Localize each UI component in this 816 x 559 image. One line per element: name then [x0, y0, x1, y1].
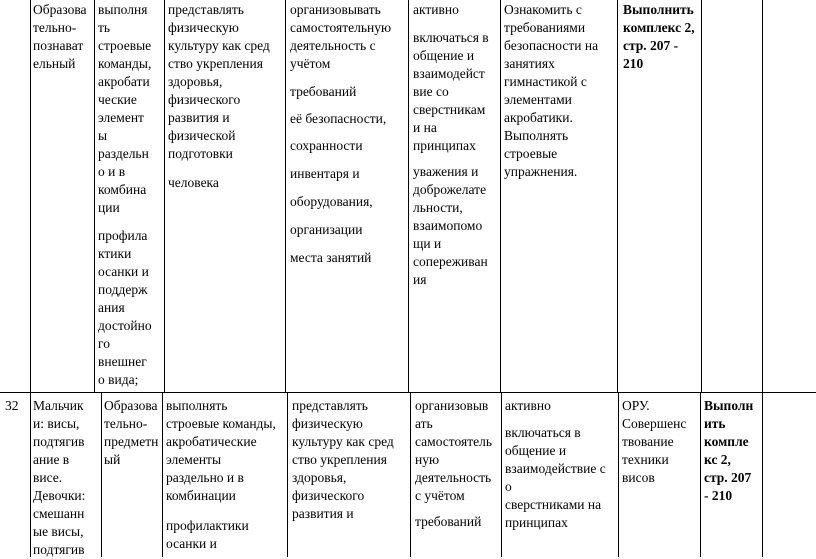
table-cell — [504, 1, 616, 181]
table-border — [0, 392, 816, 393]
table-border — [410, 392, 411, 557]
cell-text: включаться в общение и взаимодейст вие со сверстникам и на принципах — [413, 30, 489, 153]
table-border — [30, 392, 31, 557]
table-cell — [704, 397, 762, 505]
cell-text: активно — [413, 2, 459, 17]
cell-text: уважения и доброжелате льности, взаимопомо щи и сопереживан ия — [413, 164, 488, 287]
table-cell — [33, 1, 93, 73]
table-border — [501, 392, 502, 557]
table-border — [408, 0, 409, 392]
table-border — [287, 392, 288, 557]
cell-text: её безопасности, — [290, 111, 387, 126]
cell-text: человека — [168, 175, 219, 190]
cell-text: организации — [290, 222, 363, 237]
cell-text: Выполнить комплекс 2, — [623, 2, 695, 35]
cell-text: Образова тельно- предметн ый — [104, 398, 159, 467]
cell-text: оборудования, — [290, 194, 373, 209]
table-border — [94, 0, 95, 392]
cell-text: организовыв ать самостоятель ную деятельность с учётом — [415, 398, 492, 503]
table-border — [617, 0, 618, 392]
table-cell — [413, 1, 499, 289]
row-number: 32 — [5, 398, 19, 413]
table-cell — [292, 397, 408, 523]
table-cell — [5, 397, 29, 415]
cell-text: ОРУ. Совершенс твование техники висов — [622, 398, 687, 485]
cell-text: места занятий — [290, 250, 372, 265]
cell-text: ить компле кс 2, стр. 207 - 210 — [704, 416, 752, 503]
table-cell — [415, 397, 501, 531]
cell-text: стр. 207 - 210 — [623, 38, 679, 71]
cell-text: требований — [290, 84, 357, 99]
table-border — [500, 0, 501, 392]
table-border — [164, 0, 165, 392]
cell-text: активно — [505, 398, 551, 413]
cell-text: Мальчик и: висы, подтягив ание в висе. Девочки: смешанн ые висы, подтягив — [33, 398, 86, 557]
table-border — [762, 392, 763, 557]
table-border — [162, 392, 163, 557]
table-cell — [166, 397, 286, 553]
cell-text: представлять физическую культуру как сред ство укрепления здоровья, физического развития и физической подготовки — [168, 2, 270, 161]
table-cell — [168, 1, 284, 192]
cell-text: Ознакомить с требованиями безопасности на занятиях гимнастикой с элементами акробатики. Выполнять строевые упражнения. — [504, 2, 599, 179]
cell-text: Образова тельно- познават ельный — [33, 2, 87, 71]
table-cell — [505, 397, 617, 532]
cell-text: организовывать самостоятельную деятельность с учётом — [290, 2, 392, 71]
cell-text: профилактики осанки и — [166, 518, 249, 551]
table-border — [618, 392, 619, 557]
table-border — [762, 0, 763, 392]
table-cell — [33, 397, 100, 559]
cell-text: требований — [415, 514, 482, 529]
cell-text: Выполн — [704, 398, 754, 413]
cell-text: включаться в общение и взаимодействие с о сверстниками на принципах — [505, 425, 606, 530]
table-border — [285, 0, 286, 392]
table-cell — [290, 1, 406, 267]
table-cell — [622, 397, 700, 487]
cell-text: профила ктики осанки и поддерж ания достойно го внешнег о вида; — [98, 228, 152, 387]
table-cell — [104, 397, 162, 469]
table-border — [30, 0, 31, 392]
cell-text: выполнять строевые команды, акробатические элементы раздельно и в комбинации — [166, 398, 276, 503]
cell-text: выполня ть строевые команды, акробати ческие элемент ы раздельн о и в комбина ции — [98, 2, 152, 215]
table-border — [701, 0, 702, 392]
table-border — [700, 392, 701, 557]
cell-text: сохранности — [290, 138, 363, 153]
cell-text: инвентаря и — [290, 166, 360, 181]
table-border — [101, 392, 102, 557]
table-cell — [98, 1, 162, 389]
table-cell — [623, 1, 701, 73]
cell-text: представлять физическую культуру как сред ство укрепления здоровья, физического развития и — [292, 398, 394, 521]
